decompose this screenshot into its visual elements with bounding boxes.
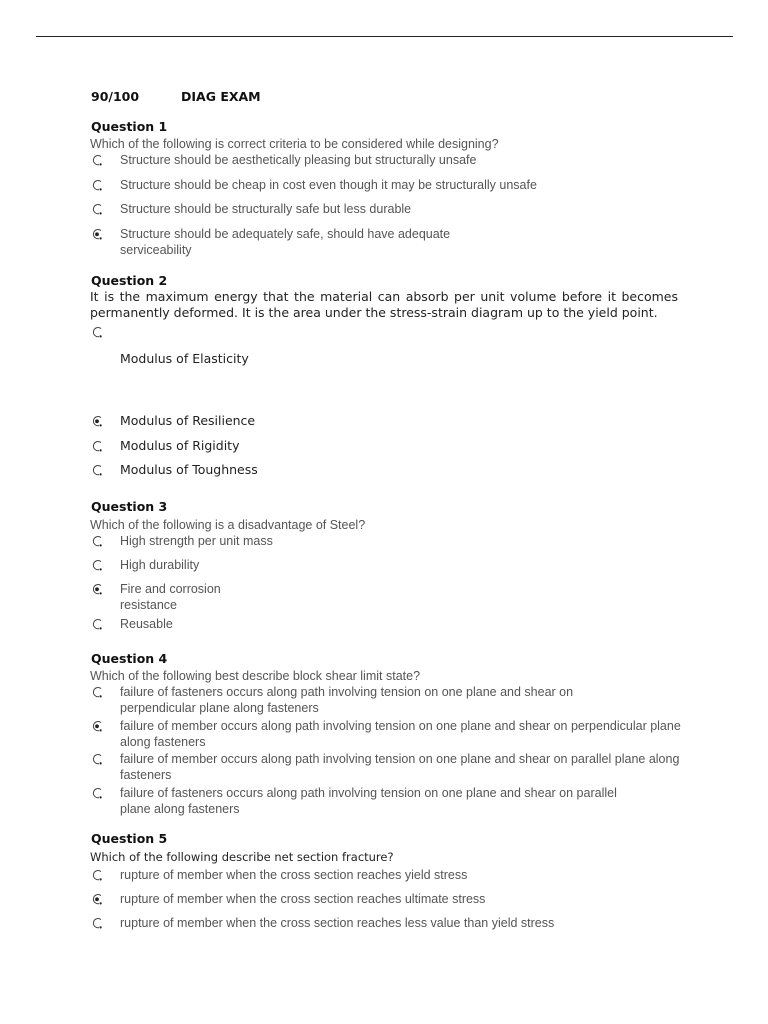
exam-title: DIAG EXAM [181, 89, 261, 104]
option-label: Fire and corrosion resistance [120, 582, 221, 612]
option-label: Reusable [120, 617, 173, 631]
question-4-title: Question 4 [91, 651, 168, 666]
radio-unselected-icon[interactable] [91, 917, 103, 929]
radio-unselected-icon[interactable] [91, 326, 103, 338]
option-label: Modulus of Toughness [120, 462, 258, 477]
option-label: Structure should be structurally safe but less durable [120, 202, 412, 216]
radio-unselected-icon[interactable] [91, 787, 103, 799]
question-3-title: Question 3 [91, 499, 168, 514]
radio-unselected-icon[interactable] [91, 203, 103, 215]
radio-unselected-icon[interactable] [91, 869, 103, 881]
question-5-title: Question 5 [91, 831, 168, 846]
option-label: High strength per unit mass [120, 534, 273, 548]
radio-unselected-icon[interactable] [91, 686, 103, 698]
radio-unselected-icon[interactable] [91, 559, 103, 571]
option-label: rupture of member when the cross section reaches ultimate stress [120, 892, 486, 906]
option-label: failure of fasteners occurs along path involving tension on one plane and shear on perpendicular plane along fasteners [120, 685, 574, 715]
radio-selected-icon[interactable] [91, 893, 103, 905]
option-label: failure of fasteners occurs along path involving tension on one plane and shear on parallel plane along fasteners [120, 786, 617, 816]
question-4-text: Which of the following best describe block shear limit state? [90, 669, 421, 683]
radio-unselected-icon[interactable] [91, 464, 103, 476]
exam-score: 90/100 [91, 89, 140, 104]
option-label: Structure should be aesthetically pleasing but structurally unsafe [120, 153, 477, 167]
question-2-title: Question 2 [91, 273, 168, 288]
radio-unselected-icon[interactable] [91, 753, 103, 765]
radio-unselected-icon[interactable] [91, 618, 103, 630]
radio-selected-icon[interactable] [91, 583, 103, 595]
question-2-text: It is the maximum energy that the material can absorb per unit volume before it becomes permanently deformed. It is the area under the stress-strain diagram up to the yield point. [90, 289, 678, 320]
option-label: failure of member occurs along path involving tension on one plane and shear on perpendicular plane along fasteners [120, 719, 681, 749]
option-label: rupture of member when the cross section reaches yield stress [120, 868, 468, 882]
question-5-text: Which of the following describe net section fracture? [90, 850, 394, 864]
option-label: rupture of member when the cross section reaches less value than yield stress [120, 916, 555, 930]
option-label: Modulus of Resilience [120, 413, 256, 428]
radio-unselected-icon[interactable] [91, 535, 103, 547]
radio-selected-icon[interactable] [91, 415, 103, 427]
top-rule [36, 36, 733, 37]
option-label: Modulus of Elasticity [120, 351, 249, 366]
radio-unselected-icon[interactable] [91, 154, 103, 166]
question-1-text: Which of the following is correct criteria to be considered while designing? [90, 137, 499, 151]
question-3-text: Which of the following is a disadvantage of Steel? [90, 518, 366, 532]
option-label: Structure should be cheap in cost even though it may be structurally unsafe [120, 178, 537, 192]
radio-unselected-icon[interactable] [91, 440, 103, 452]
radio-selected-icon[interactable] [91, 228, 103, 240]
option-label: Modulus of Rigidity [120, 438, 240, 453]
radio-unselected-icon[interactable] [91, 179, 103, 191]
radio-selected-icon[interactable] [91, 720, 103, 732]
option-label: High durability [120, 558, 200, 572]
option-label: failure of member occurs along path involving tension on one plane and shear on parallel plane along fasteners [120, 752, 680, 782]
option-label: Structure should be adequately safe, should have adequate serviceability [120, 227, 451, 257]
question-1-title: Question 1 [91, 119, 168, 134]
exam-header [91, 89, 261, 104]
